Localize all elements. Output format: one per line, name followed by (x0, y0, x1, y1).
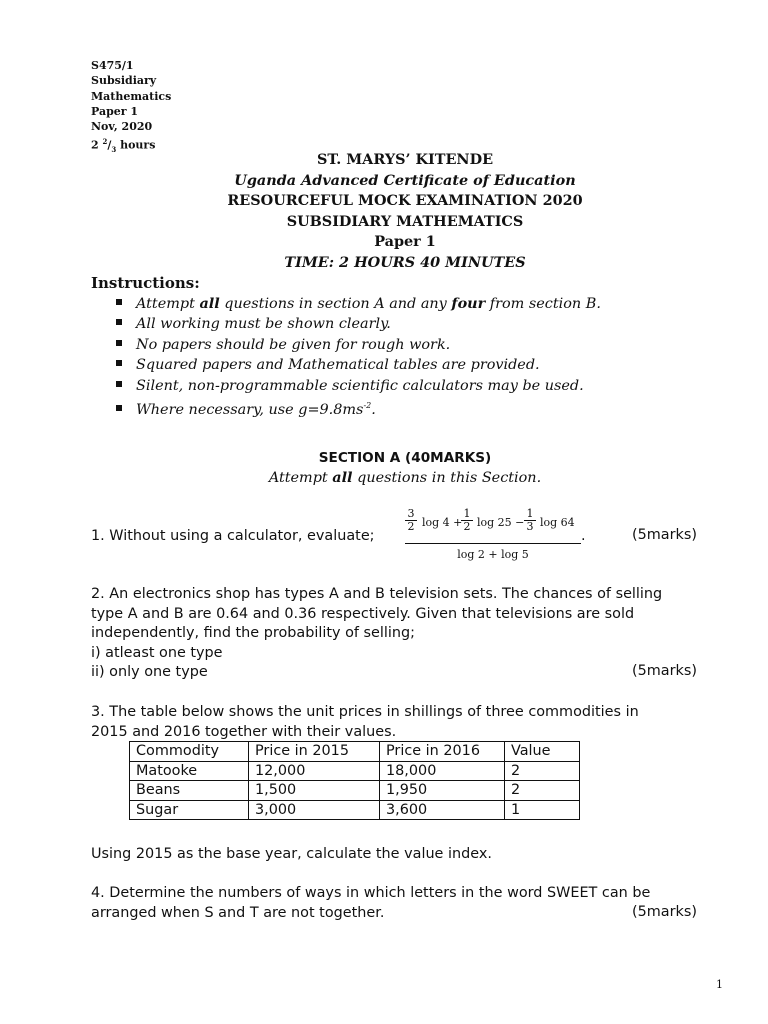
table-cell: 1,950 (380, 781, 505, 801)
certificate-title: Uganda Advanced Certificate of Education (234, 171, 576, 189)
table-cell: 12,000 (249, 761, 380, 781)
bullet-icon (116, 340, 122, 346)
instructions-heading: Instructions: (91, 274, 200, 292)
section-a-title: SECTION A (40MARKS) (318, 450, 492, 466)
table-cell: Sugar (130, 800, 249, 820)
term-log-25: log 25 − (477, 516, 525, 529)
paper-subject-line-1: Subsidiary (91, 74, 157, 88)
exam-titles (0, 150, 768, 274)
table-cell: 1 (505, 800, 580, 820)
question-4: 4. Determine the numbers of ways in which letters in the word SWEET can be arranged when S and T are not together. (91, 885, 651, 921)
bullet-icon (116, 360, 122, 366)
instruction-item: Where necessary, use $g=9.8ms^{-2}$. (116, 396, 601, 420)
table-row (130, 781, 580, 801)
question-1-text: 1. Without using a calculator, evaluate; (91, 528, 375, 544)
bullet-icon (116, 319, 122, 325)
paper-duration: 2 $^2/_3$ hours (91, 137, 156, 155)
table-cell: 18,000 (380, 761, 505, 781)
term-log-64: log 64 (540, 516, 575, 529)
table-header-cell: Price in 2016 (380, 742, 505, 762)
instruction-item: Squared papers and Mathematical tables are provided. (116, 355, 601, 375)
table-cell: Beans (130, 781, 249, 801)
page-number: 1 (716, 978, 723, 991)
table-row (130, 761, 580, 781)
paper-title: Paper 1 (374, 233, 436, 251)
paper-subject-line-2: Mathematics (91, 89, 172, 103)
table-cell: 1,500 (249, 781, 380, 801)
table-header-cell: Commodity (130, 742, 249, 762)
instructions-list (116, 294, 601, 420)
fraction-3-over-2: 3 2 (405, 508, 417, 533)
expression-numerator (405, 508, 581, 542)
time-title: TIME: 2 HOURS 40 MINUTES (284, 253, 526, 271)
table-header-cell: Price in 2015 (249, 742, 380, 762)
question-4-marks: (5marks) (632, 904, 697, 920)
table-cell: 3,600 (380, 800, 505, 820)
expression-denominator: log 2 + log 5 (457, 548, 529, 561)
table-row (130, 800, 580, 820)
term-log-4: log 4 + (422, 516, 463, 529)
bullet-icon (116, 405, 122, 411)
table-cell: 2 (505, 781, 580, 801)
fraction-bar (405, 543, 581, 544)
paper-number: Paper 1 (91, 104, 139, 118)
instruction-item: Silent, non-programmable scientific calculators may be used. (116, 376, 601, 396)
table-header-row (130, 742, 580, 762)
fraction-1-over-2: 1 2 (461, 508, 473, 533)
question-2: 2. An electronics shop has types A and B television sets. The chances of selling type A and B are 0.64 and 0.36 respectively. Given that televisions are sold independently, find the probability of selling; i) atleast one type ii) only one type (91, 586, 663, 681)
instruction-item: All working must be shown clearly. (116, 314, 601, 334)
school-name: ST. MARYS’ KITENDE (316, 151, 494, 168)
table-header-cell: Value (505, 742, 580, 762)
question-1-marks: (5marks) (632, 527, 697, 543)
price-table (129, 741, 580, 820)
exam-title: RESOURCEFUL MOCK EXAMINATION 2020 (227, 192, 583, 210)
paper-meta (91, 58, 171, 158)
question-3-task: Using 2015 as the base year, calculate the value index. (91, 846, 492, 862)
fraction-1-over-3: 1 3 (524, 508, 536, 533)
table-cell: 3,000 (249, 800, 380, 820)
section-a-instruction: Attempt all questions in this Section. (268, 469, 542, 486)
question-1-period: . (581, 528, 586, 544)
paper-date: Nov, 2020 (91, 120, 153, 134)
bullet-icon (116, 299, 122, 305)
bullet-icon (116, 381, 122, 387)
subject-title: SUBSIDIARY MATHEMATICS (286, 212, 524, 230)
table-cell: 2 (505, 761, 580, 781)
instruction-item: Attempt all questions in section A and any four from section B. (116, 294, 601, 314)
instruction-item: No papers should be given for rough work. (116, 335, 601, 355)
question-3: 3. The table below shows the unit prices in shillings of three commodities in 2015 and 2016 together with their values. (91, 704, 639, 740)
question-2-marks: (5marks) (632, 663, 697, 679)
paper-code: S475/1 (91, 59, 134, 72)
table-cell: Matooke (130, 761, 249, 781)
